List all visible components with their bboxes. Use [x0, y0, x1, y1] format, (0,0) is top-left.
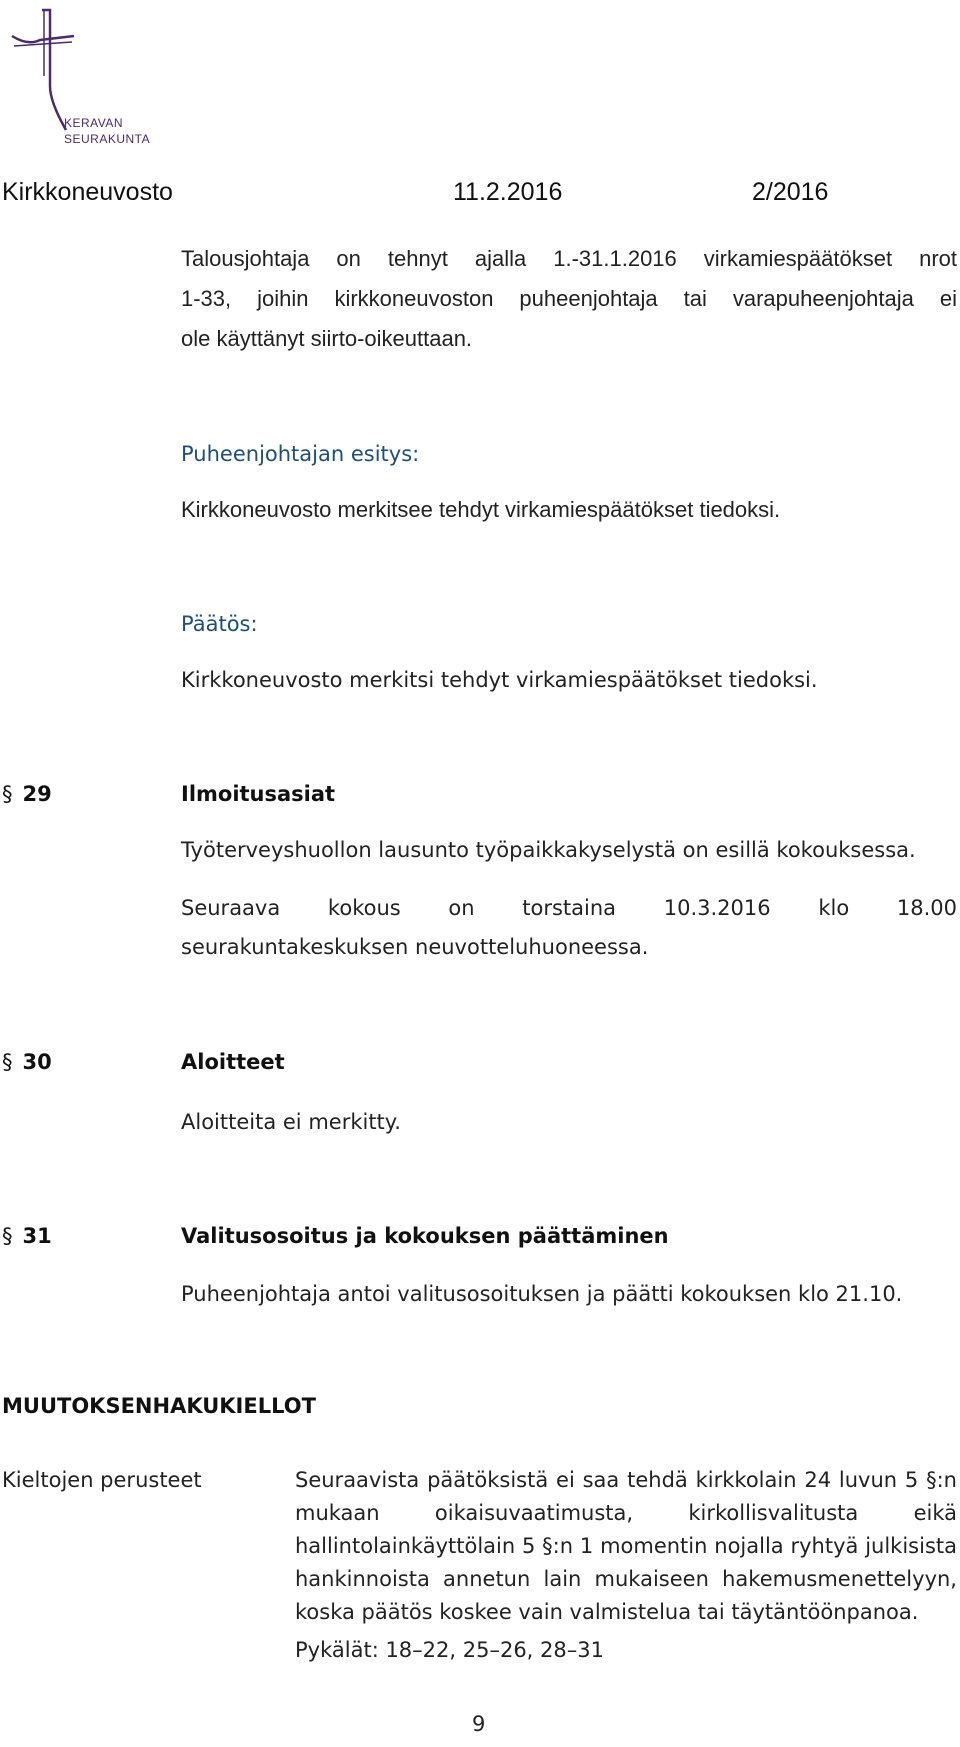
decision-heading: Päätös: [181, 612, 258, 636]
section-31-line-1: Puheenjohtaja antoi valitusosoituksen ja päätti kokouksen klo 21.10. [181, 1282, 903, 1306]
section-29-line-1: Työterveyshuollon lausunto työpaikkakyselystä on esillä kokouksessa. [181, 838, 916, 862]
proposal-text: Kirkkoneuvosto merkitsee tehdyt virkamiespäätökset tiedoksi. [181, 497, 781, 522]
section-number: 31 [22, 1224, 52, 1248]
section-29-number [2, 782, 52, 806]
appeal-ban-line-4: hankinnoista annetun lain mukaiseen hakemusmenettelyyn, [295, 1567, 957, 1591]
intro-line-3: ole käyttänyt siirto-oikeuttaan. [181, 326, 473, 351]
section-symbol: § [2, 1050, 13, 1074]
page-number: 9 [472, 1712, 486, 1736]
section-29-title: Ilmoitusasiat [181, 782, 336, 806]
appeal-ban-heading: MUUTOKSENHAKUKIELLOT [2, 1394, 316, 1418]
proposal-heading: Puheenjohtajan esitys: [181, 442, 420, 466]
logo-text-line2: SEURAKUNTA [64, 132, 151, 146]
parish-logo [8, 6, 158, 156]
intro-line-2: 1-33, joihin kirkkoneuvoston puheenjohtaja tai varapuheenjohtaja ei [181, 286, 957, 311]
appeal-ban-line-6: Pykälät: 18–22, 25–26, 28–31 [295, 1638, 604, 1662]
appeal-ban-line-1: Seuraavista päätöksistä ei saa tehdä kirkkolain 24 luvun 5 §:n [295, 1468, 957, 1492]
section-29-line-2: Seuraava kokous on torstaina 10.3.2016 klo 18.00 [181, 896, 957, 920]
logo-text-line1: KERAVAN [64, 116, 124, 130]
section-30-line-1: Aloitteita ei merkitty. [181, 1110, 401, 1134]
section-symbol: § [2, 782, 13, 806]
decision-text: Kirkkoneuvosto merkitsi tehdyt virkamiespäätökset tiedoksi. [181, 668, 818, 692]
section-30-number [2, 1050, 52, 1074]
intro-line-1: Talousjohtaja on tehnyt ajalla 1.-31.1.2016 virkamiespäätökset nrot [181, 246, 957, 271]
header-org: Kirkkoneuvosto [2, 178, 173, 206]
section-30-title: Aloitteet [181, 1050, 285, 1074]
appeal-ban-line-3: hallintolainkäyttölain 5 §:n 1 momentin nojalla ryhtyä julkisista [295, 1534, 957, 1558]
header-date: 11.2.2016 [453, 178, 563, 206]
section-31-number [2, 1224, 52, 1248]
section-number: 29 [22, 782, 52, 806]
appeal-ban-line-2: mukaan oikaisuvaatimusta, kirkollisvalitusta eikä [295, 1501, 957, 1525]
section-29-line-3: seurakuntakeskuksen neuvotteluhuoneessa. [181, 935, 649, 959]
section-symbol: § [2, 1224, 13, 1248]
section-31-title: Valitusosoitus ja kokouksen päättäminen [181, 1224, 669, 1248]
section-number: 30 [22, 1050, 52, 1074]
header-number: 2/2016 [752, 178, 829, 206]
appeal-ban-label: Kieltojen perusteet [2, 1468, 202, 1492]
appeal-ban-line-5: koska päätös koskee vain valmistelua tai täytäntöönpanoa. [295, 1600, 919, 1624]
